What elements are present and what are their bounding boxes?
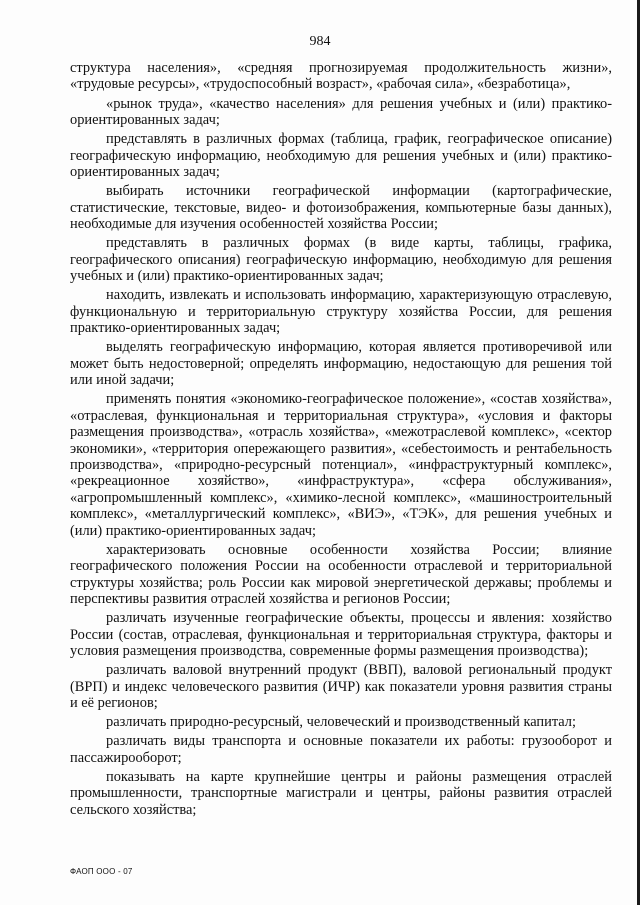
- paragraph: различать виды транспорта и основные показатели их работы: грузооборот и пассажирооборот;: [70, 733, 612, 766]
- paragraph: показывать на карте крупнейшие центры и районы размещения отраслей промышленности, транспортные магистрали и центры, районы развития отраслей сельского хозяйства;: [70, 769, 612, 818]
- paragraph: находить, извлекать и использовать информацию, характеризующую отраслевую, функциональную и территориальную структуру хозяйства России, для решения практико-ориентированных задач;: [70, 287, 612, 337]
- document-footer-code: ФАОП ООО - 07: [70, 867, 133, 876]
- paragraph: структура населения», «средняя прогнозируемая продолжительность жизни», «трудовые ресурсы», «трудоспособный возраст», «рабочая сила», «безработица»,: [70, 60, 612, 93]
- document-body: [70, 60, 612, 821]
- paragraph: выделять географическую информацию, которая является противоречивой или может быть недостоверной; определять информацию, недостающую для решения той или иной задачи;: [70, 339, 612, 389]
- paragraph: характеризовать основные особенности хозяйства России; влияние географического положения России на особенности отраслевой и территориальной структуры хозяйства; роль России как мировой энергетической державы; проблемы и перспективы развития отраслей хозяйства и регионов России;: [70, 541, 612, 607]
- paragraph: «рынок труда», «качество населения» для решения учебных и (или) практико-ориентированных задач;: [70, 95, 612, 129]
- paragraph: представлять в различных формах (в виде карты, таблицы, графика, географического описания) географическую информацию, необходимую для решения учебных и (или) практико-ориентированных задач;: [70, 235, 612, 285]
- paragraph: различать природно-ресурсный, человеческий и производственный капитал;: [106, 714, 576, 731]
- paragraph: применять понятия «экономико-географическое положение», «состав хозяйства», «отраслевая, функциональная и территориальная структура», «условия и факторы размещения производства», «отрасль хозяйства», «межотраслевой комплекс», «сектор экономики», «территория опережающего развития», «себестоимость и рентабельность производства», «природно-ресурсный потенциал», «инфраструктурный комплекс», «рекреационное хозяйство», «инфраструктура», «сфера обслуживания», «агропромышленный комплекс», «химико-лесной комплекс», «машиностроительный комплекс», «металлургический комплекс», «ВИЭ», «ТЭК», для решения учебных и (или) практико-ориентированных задач;: [70, 391, 612, 539]
- paragraph: выбирать источники географической информации (картографические, статистические, текстовые, видео- и фотоизображения, компьютерные базы данных), необходимые для изучения особенностей хозяйства России;: [70, 183, 612, 233]
- page-number: 984: [309, 34, 331, 49]
- paragraph: представлять в различных формах (таблица, график, географическое описание) географическую информацию, необходимую для решения учебных и (или) практико-ориентированных задач;: [70, 131, 612, 181]
- paragraph: различать валовой внутренний продукт (ВВП), валовой региональный продукт (ВРП) и индекс человеческого развития (ИЧР) как показатели уровня развития страны и её регионов;: [70, 662, 612, 711]
- paragraph: различать изученные географические объекты, процессы и явления: хозяйство России (состав, отраслевая, функциональная и территориальная структура, факторы и условия размещения производства, современные формы размещения производства);: [70, 610, 612, 659]
